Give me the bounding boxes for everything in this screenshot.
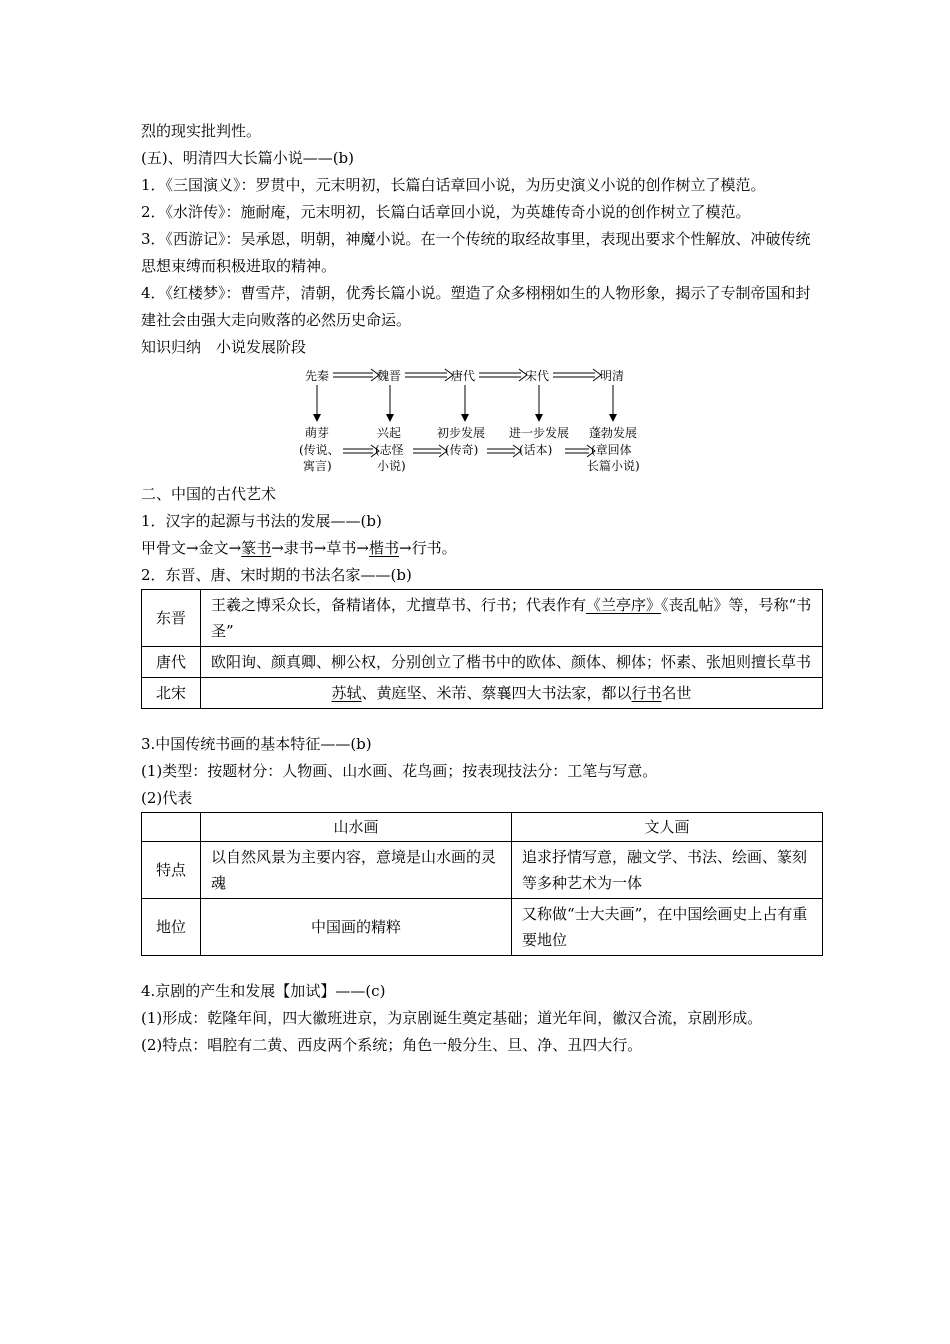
era-label: 唐代 — [451, 369, 476, 383]
script-name: 楷书 — [368, 539, 399, 557]
stage-note: 长篇小说) — [587, 459, 640, 473]
era-label: 魏晋 — [377, 369, 402, 383]
stage-note: (传奇) — [445, 443, 479, 457]
period-cell: 东晋 — [142, 590, 201, 647]
paragraph: (1)类型：按题材分：人物画、山水画、花鸟画；按表现技法分：工笔与写意。 — [141, 762, 658, 780]
stage-note: (传说、 — [299, 443, 340, 457]
description-cell: 苏轼、黄庭坚、米芾、蔡襄四大书法家，都以行书名世 — [201, 678, 823, 709]
document-body — [141, 118, 823, 1059]
stage-note: (话本) — [519, 443, 553, 457]
list-item: 2．东晋、唐、宋时期的书法名家——(b) — [141, 566, 412, 584]
calligraphy-table — [141, 589, 823, 709]
header-cell: 文人画 — [512, 813, 823, 842]
table-row — [142, 842, 823, 899]
paragraph: (1)形成：乾隆年间，四大徽班进京，为京剧诞生奠定基础；道光年间，徽汉合流，京剧形成。 — [141, 1009, 763, 1027]
row-label-cell: 地位 — [142, 899, 201, 956]
novel-development-diagram — [141, 363, 823, 479]
table-cell: 中国画的精粹 — [201, 899, 512, 956]
stage-label: 兴起 — [377, 426, 402, 440]
description-cell: 王羲之博采众长，备精诸体，尤擅草书、行书；代表作有《兰亭序》《丧乱帖》等，号称“书圣” — [201, 590, 823, 647]
painting-table — [141, 812, 823, 956]
script-name: 草书 — [326, 539, 357, 557]
section-heading: 4.京剧的产生和发展【加试】——(c) — [141, 982, 386, 1000]
period-cell: 唐代 — [142, 647, 201, 678]
table-cell: 追求抒情写意，融文学、书法、绘画、篆刻等多种艺术为一体 — [512, 842, 823, 899]
list-item: 1．汉字的起源与书法的发展——(b) — [141, 512, 382, 530]
script-name: 隶书 — [283, 539, 314, 557]
script-name: 篆书 — [241, 539, 272, 557]
table-row — [142, 678, 823, 709]
table-row — [142, 899, 823, 956]
table-row — [142, 647, 823, 678]
section-heading: (五)、明清四大长篇小说——(b) — [141, 149, 355, 167]
era-label: 先秦 — [305, 369, 330, 383]
table-cell: 以自然风景为主要内容，意境是山水画的灵魂 — [201, 842, 512, 899]
header-cell — [142, 813, 201, 842]
script-name: 甲骨文 — [141, 539, 187, 557]
section-heading: 二、中国的古代艺术 — [141, 485, 277, 503]
period-cell: 北宋 — [142, 678, 201, 709]
description-cell: 欧阳询、颜真卿、柳公权，分别创立了楷书中的欧体、颜体、柳体；怀素、张旭则擅长草书 — [201, 647, 823, 678]
stage-label: 萌芽 — [305, 426, 330, 440]
paragraph: 烈的现实批判性。 — [141, 122, 262, 140]
script-evolution-chain: 甲骨文→金文→篆书→隶书→草书→楷书→行书。 — [141, 539, 457, 557]
diagram-arrows — [141, 363, 823, 479]
era-label: 明清 — [600, 369, 625, 383]
table-header-row — [142, 813, 823, 842]
list-item: 2．《水浒传》：施耐庵，元末明初，长篇白话章回小说，为英雄传奇小说的创作树立了模范。 — [141, 203, 751, 221]
era-label: 宋代 — [525, 369, 550, 383]
paragraph: (2)特点：唱腔有二黄、西皮两个系统；角色一般分生、旦、净、丑四大行。 — [141, 1036, 643, 1054]
section-heading: 3.中国传统书画的基本特征——(b) — [141, 735, 372, 753]
list-item: 3．《西游记》：吴承恩，明朝，神魔小说。在一个传统的取经故事里，表现出要求个性解放、冲破传统思想束缚而积极进取的精神。 — [141, 230, 811, 275]
list-item: 4．《红楼梦》：曹雪芹，清朝，优秀长篇小说。塑造了众多栩栩如生的人物形象，揭示了专制帝国和封建社会由强大走向败落的必然历史命运。 — [141, 284, 811, 329]
stage-label: 进一步发展 — [509, 426, 570, 440]
stage-label: 初步发展 — [437, 426, 486, 440]
row-label-cell: 特点 — [142, 842, 201, 899]
script-name: 金文 — [198, 539, 229, 557]
stage-note: 寓言) — [303, 459, 332, 473]
paragraph: (2)代表 — [141, 789, 193, 807]
header-cell: 山水画 — [201, 813, 512, 842]
stage-note: 小说) — [377, 459, 406, 473]
table-row — [142, 590, 823, 647]
stage-note: (章回体 — [591, 443, 632, 457]
script-name: 行书 — [411, 539, 442, 557]
table-cell: 又称做“士大夫画”，在中国绘画史上占有重要地位 — [512, 899, 823, 956]
stage-note: (志怪 — [375, 443, 404, 457]
list-item: 1．《三国演义》：罗贯中，元末明初，长篇白话章回小说，为历史演义小说的创作树立了模范。 — [141, 176, 766, 194]
stage-label: 蓬勃发展 — [589, 426, 638, 440]
summary-heading: 知识归纳 小说发展阶段 — [141, 338, 307, 356]
